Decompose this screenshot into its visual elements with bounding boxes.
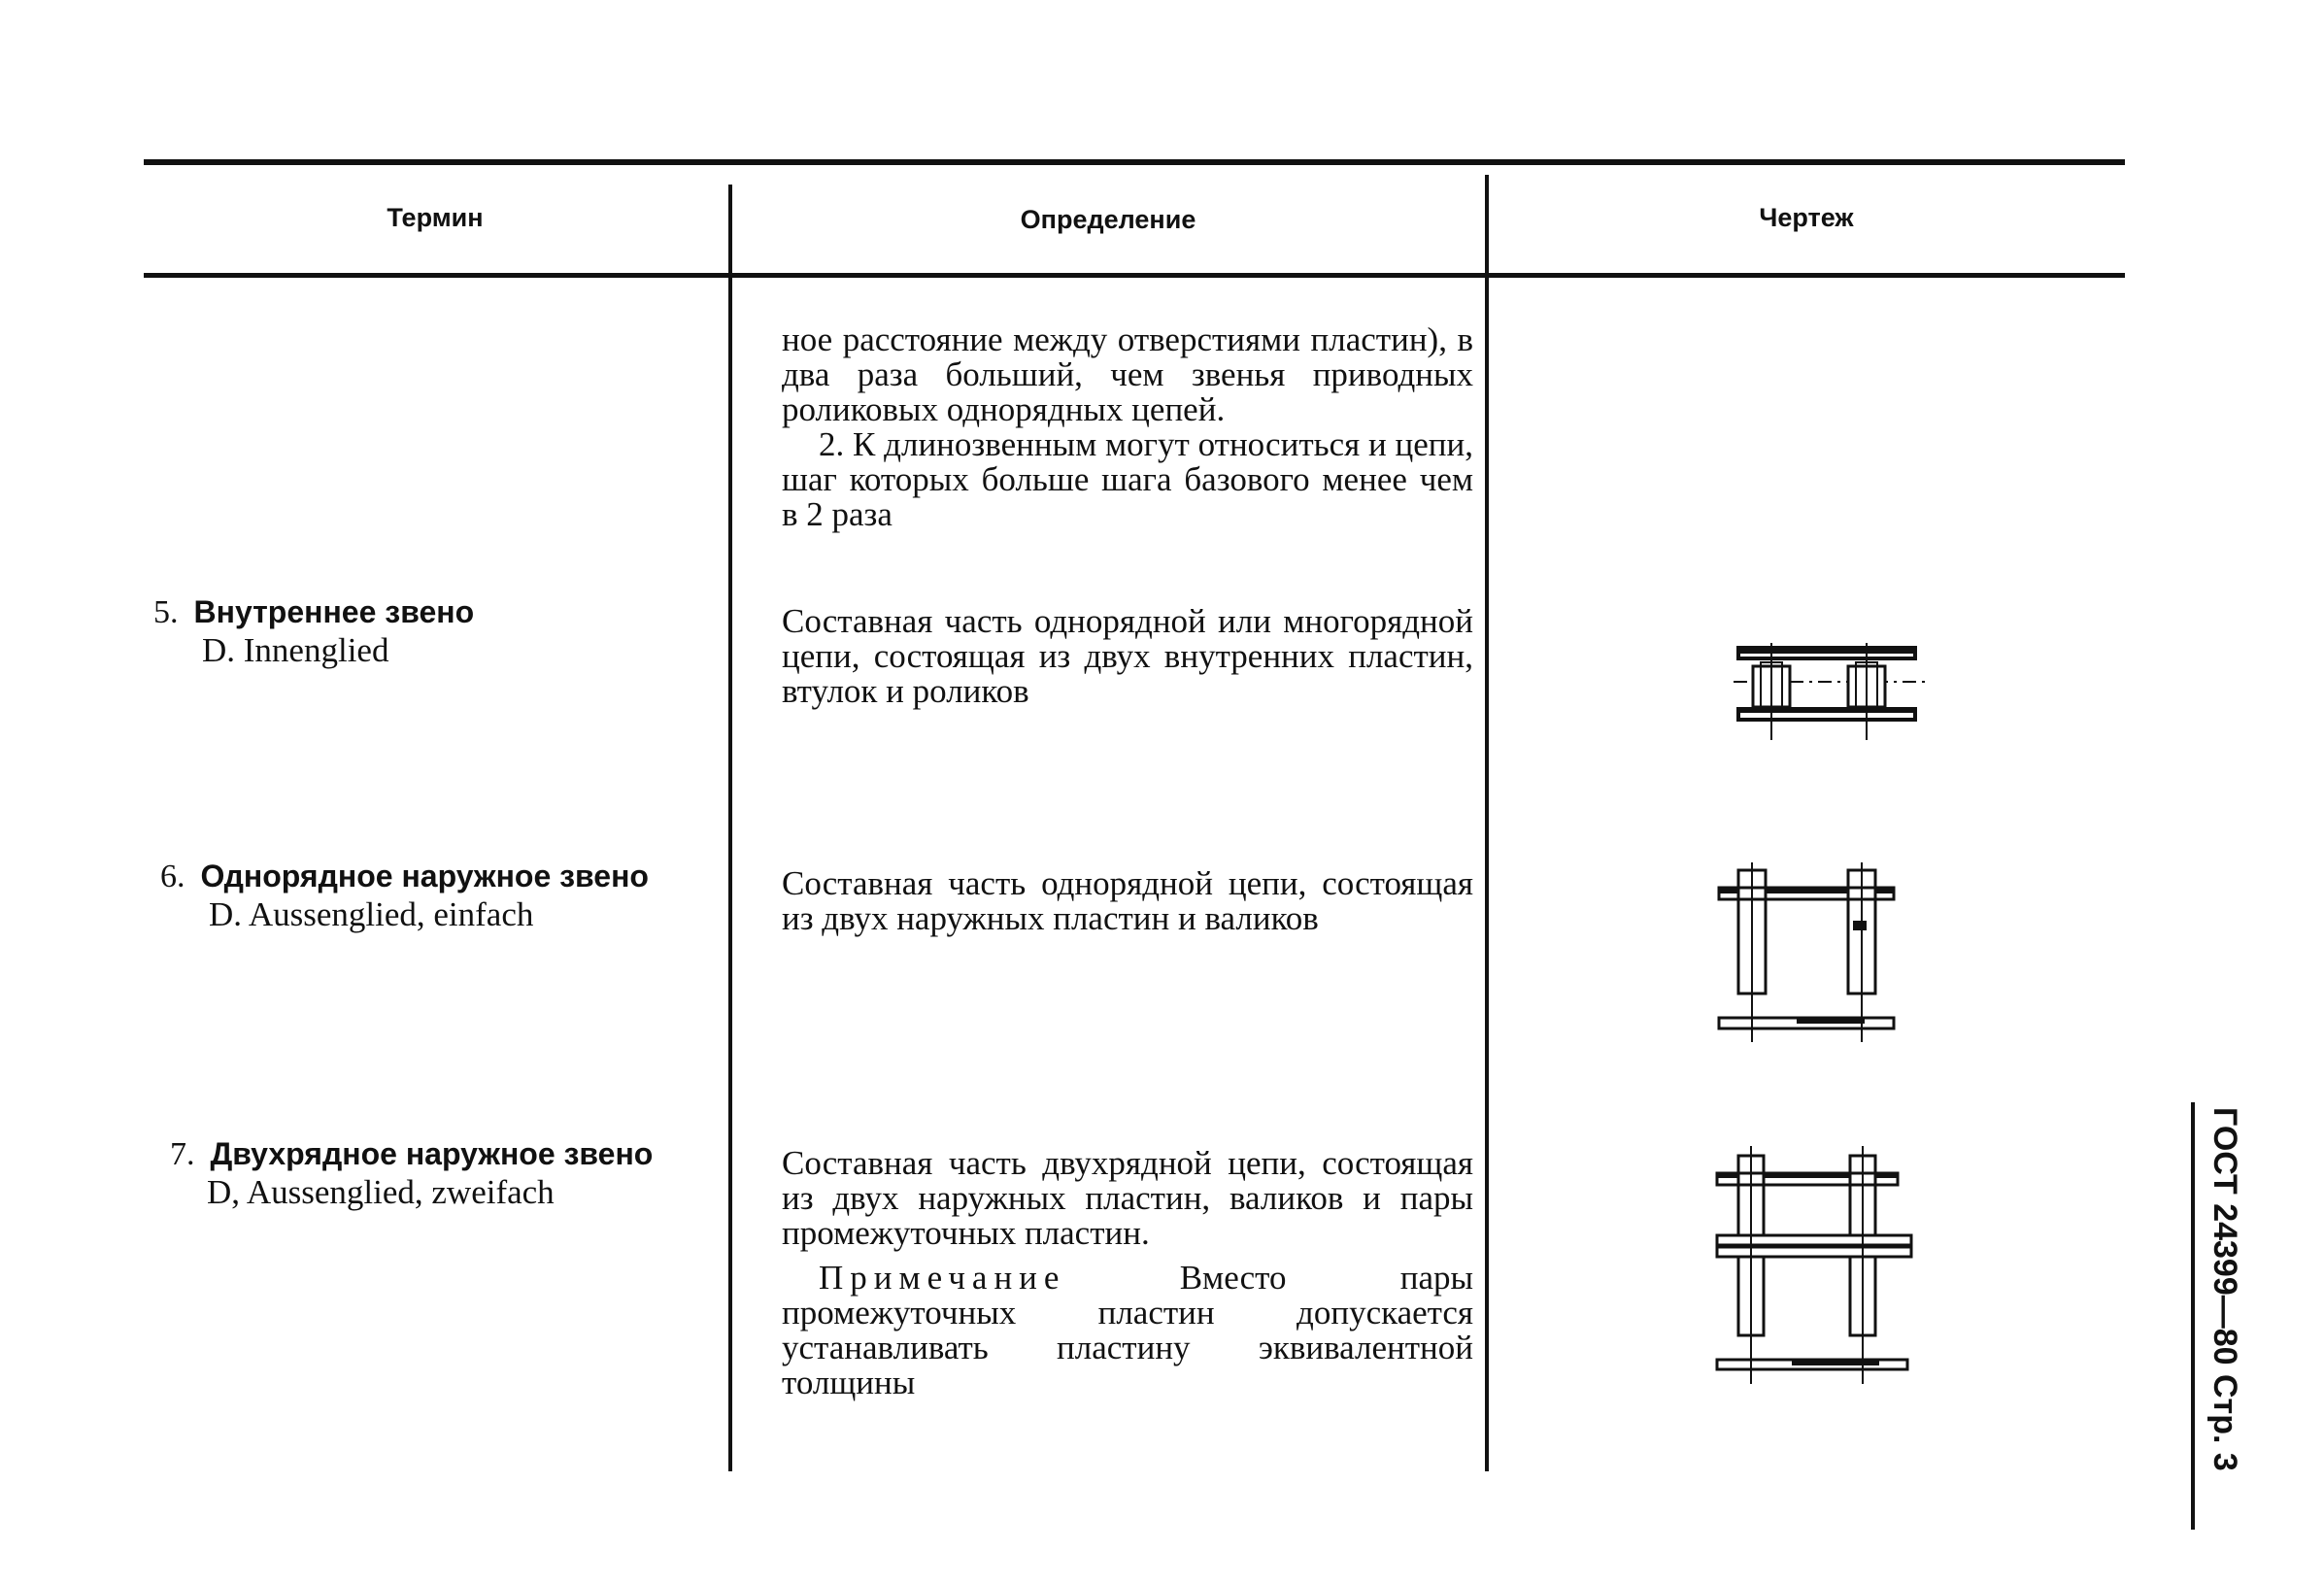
entry-5-term xyxy=(153,594,474,670)
side-rule xyxy=(2191,1102,2195,1530)
header-term: Термин xyxy=(387,203,484,232)
entry-7-number: 7. xyxy=(170,1136,195,1172)
continuation-definition xyxy=(782,322,1473,532)
entry-5-number: 5. xyxy=(153,594,179,630)
header-drawing: Чертеж xyxy=(1759,203,1854,232)
double-outer-link-drawing xyxy=(1709,1146,1923,1389)
entry-5-de: D. Innenglied xyxy=(202,631,389,669)
continuation-para-1: ное расстояние между отверстиями пластин), в два раза больший, чем звенья приводных роликовых однорядных цепей. xyxy=(782,320,1473,428)
header-definition: Определение xyxy=(1020,205,1196,234)
column-divider-2 xyxy=(1485,175,1489,1471)
single-outer-link-drawing xyxy=(1709,862,1913,1052)
column-divider-1 xyxy=(728,185,732,1471)
intermediate-plate-2 xyxy=(1717,1247,1911,1257)
intermediate-plate-1 xyxy=(1717,1235,1911,1245)
entry-5-definition: Составная часть однорядной или многорядной цепи, состоящая из двух внутренних пластин, втулок и роликов xyxy=(782,602,1473,710)
header-bottom-rule xyxy=(144,273,2125,278)
entry-6-term xyxy=(160,859,649,934)
side-caption: ГОСТ 24399—80 Стр. 3 xyxy=(2206,1107,2243,1471)
top-rule xyxy=(144,159,2125,165)
entry-7-term xyxy=(170,1136,653,1212)
entry-7-note xyxy=(782,1261,1473,1400)
entry-7-title: Двухрядное наружное звено xyxy=(210,1136,654,1171)
entry-7-definition xyxy=(782,1146,1473,1400)
entry-7-definition-text: Составная часть двухрядной цепи, состоящая из двух наружных пластин, валиков и пары промежуточных пластин. xyxy=(782,1144,1473,1252)
continuation-para-2: 2. К длинозвенным могут относиться и цепи, шаг которых больше шага базового менее чем в 2 раза xyxy=(782,425,1473,533)
entry-6-number: 6. xyxy=(160,859,185,894)
entry-7-de: D, Aussenglied, zweifach xyxy=(207,1173,555,1211)
entry-6-definition: Составная часть однорядной цепи, состоящая из двух наружных пластин и валиков xyxy=(782,864,1473,937)
inner-link-drawing xyxy=(1734,643,1928,750)
entry-5-title: Внутреннее звено xyxy=(193,594,475,629)
entry-6-title: Однорядное наружное звено xyxy=(200,859,649,893)
entry-7-note-label: Примечание xyxy=(819,1259,1066,1297)
entry-7-note-text: Вместо пары промежуточных пластин допускается устанавливать пластину эквивалентной толщины xyxy=(782,1259,1473,1401)
entry-6-de: D. Aussenglied, einfach xyxy=(209,895,534,933)
